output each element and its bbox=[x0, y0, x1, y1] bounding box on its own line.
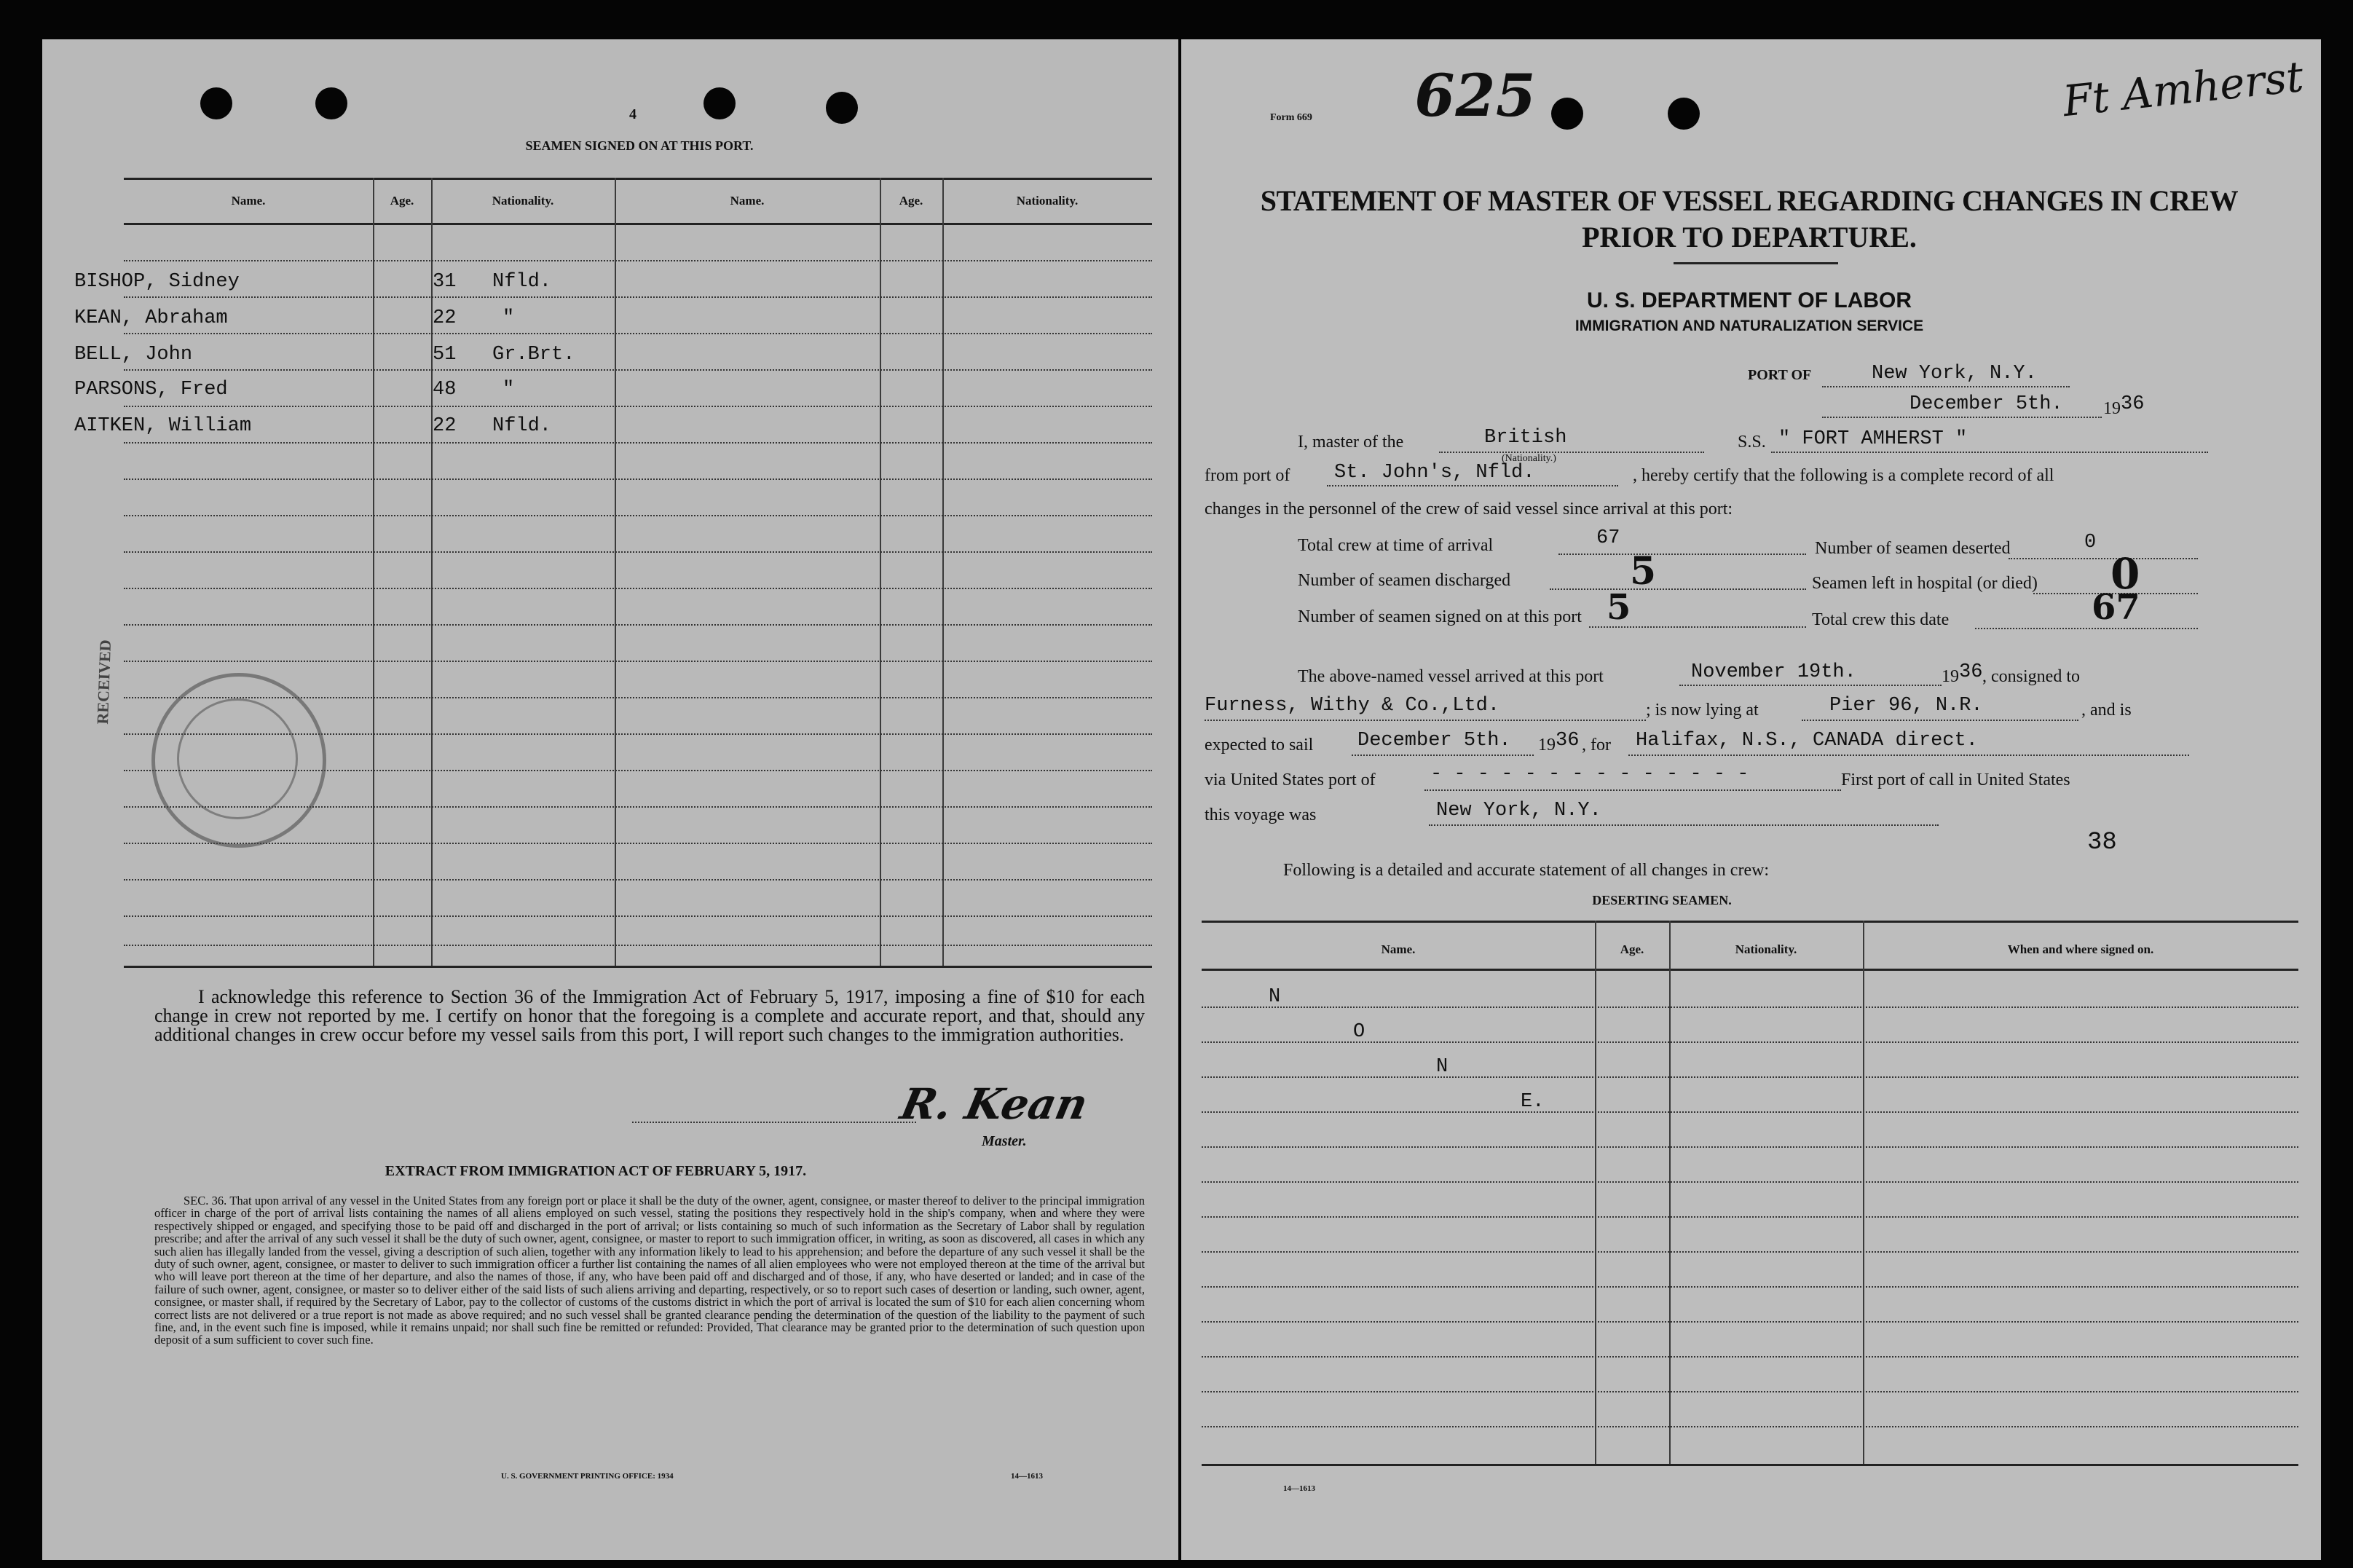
punch-hole bbox=[826, 92, 858, 124]
master-label: Master. bbox=[982, 1133, 1027, 1149]
from-port: St. John's, Nfld. bbox=[1334, 462, 1535, 484]
vessel-nationality: British bbox=[1484, 427, 1567, 449]
year-prefix: 19 bbox=[2103, 399, 2121, 418]
signed-on-value: 5 bbox=[1607, 587, 1631, 628]
seaman-nationality: " bbox=[502, 307, 515, 329]
changes-text: changes in the personnel of the crew of said vessel since arrival at this port: bbox=[1205, 500, 1733, 519]
lying-label: ; is now lying at bbox=[1646, 701, 1759, 720]
total-crew-arrival: 67 bbox=[1596, 527, 1620, 549]
col-header-age-2: Age. bbox=[899, 194, 923, 208]
arrival-year-suffix: 36 bbox=[1959, 661, 1983, 683]
none-letter: N bbox=[1269, 986, 1281, 1008]
master-signature: R. Kean bbox=[896, 1079, 1092, 1129]
pier: Pier 96, N.R. bbox=[1829, 695, 1983, 717]
report-date: December 5th. bbox=[1909, 393, 2063, 415]
hospital-value: 0 bbox=[2110, 549, 2140, 599]
printing-office: U. S. GOVERNMENT PRINTING OFFICE: 1934 bbox=[501, 1472, 674, 1481]
left-page bbox=[42, 39, 1178, 1560]
left-form-code: 14—1613 bbox=[1011, 1472, 1043, 1481]
seaman-name: BELL, John bbox=[74, 344, 193, 366]
total-crew-date: 67 bbox=[2092, 587, 2140, 628]
seaman-nationality: Gr.Brt. bbox=[492, 344, 575, 366]
col-header-nationality: Nationality. bbox=[492, 194, 554, 208]
col-header-name-2: Name. bbox=[730, 194, 765, 208]
handwritten-number: 625 bbox=[1408, 61, 1542, 130]
col-header-age: Age. bbox=[390, 194, 414, 208]
vessel-name: " FORT AMHERST " bbox=[1778, 428, 1968, 450]
acknowledgement-text: I acknowledge this reference to Section 36 of the Immigration Act of February 5, 1917, imposing a fine of $10 for each change in crew not reported by me. I certify on honor that the foregoing is a complete and accurate report, and that, should any additional changes in crew occur before my vessel sails from this port, I will report such changes to the immigration authorities. bbox=[154, 986, 1145, 1045]
sail-year-suffix: 36 bbox=[1556, 730, 1580, 752]
sail-date: December 5th. bbox=[1357, 730, 1511, 752]
col-header-nationality-2: Nationality. bbox=[1016, 194, 1079, 208]
deserting-col-name: Name. bbox=[1381, 942, 1416, 956]
deserting-col-age: Age. bbox=[1620, 942, 1644, 956]
seaman-nationality: " bbox=[502, 379, 515, 401]
deserting-col-signed-on: When and where signed on. bbox=[2007, 942, 2154, 956]
seamen-signed-on-title: SEAMEN SIGNED ON AT THIS PORT. bbox=[525, 138, 754, 153]
first-port: New York, N.Y. bbox=[1436, 800, 1601, 822]
year-suffix: 36 bbox=[2121, 393, 2145, 415]
expected-label: expected to sail bbox=[1205, 736, 1314, 755]
port-label: PORT OF bbox=[1748, 367, 1812, 383]
port-value: New York, N.Y. bbox=[1872, 363, 2037, 385]
handwritten-vessel-note: Ft Amherst bbox=[2060, 51, 2306, 127]
stamp-received-text: RECEIVED bbox=[93, 639, 115, 725]
deserting-col-nationality: Nationality. bbox=[1735, 942, 1797, 956]
sail-year-prefix: 19 bbox=[1538, 736, 1556, 755]
seaman-nationality: Nfld. bbox=[492, 415, 552, 437]
master-of-label: I, master of the bbox=[1298, 433, 1404, 452]
seaman-name: KEAN, Abraham bbox=[74, 307, 228, 329]
punch-hole bbox=[1551, 98, 1583, 130]
consignee: Furness, Withy & Co.,Ltd. bbox=[1205, 695, 1500, 717]
none-letter: N bbox=[1436, 1056, 1449, 1078]
immigration-stamp bbox=[93, 639, 355, 891]
none-letter: E. bbox=[1521, 1091, 1545, 1113]
seaman-name: PARSONS, Fred bbox=[74, 379, 228, 401]
following-label: Following is a detailed and accurate statement of all changes in crew: bbox=[1283, 861, 1770, 880]
margin-mark: 38 bbox=[2087, 829, 2117, 856]
deserted-value: 0 bbox=[2084, 532, 2097, 553]
punch-hole bbox=[315, 87, 347, 119]
extract-text: SEC. 36. That upon arrival of any vessel in the United States from any foreign port or place it shall be the duty of the owner, agent, consignee, or master thereof to deliver to the principal immigration officer in charge of the port of arrival lists containing the names of all aliens employed on such vessel, stating the positions they respectively hold in the ship's company, when and where they were respectively shipped or engaged, and specifying those to be paid off and discharged in the port of arrival; or lists containing so much of such information as the Secretary of Labor shall by regulation prescribe; and after the arrival of any such vessel it shall be the duty of such owner, agent, consignee, or master to report to such immigration officer, in writing, as soon as discovered, all cases in which any such alien has illegally landed from the vessel, giving a description of such alien, together with any information likely to lead to his apprehension; and before the departure of any such vessel it shall be the duty of such owner, agent, consignee, or master to deliver to such immigration officer a further list containing the names of all alien employees who were not employed thereon at the time of the arrival but who will leave port thereon at the time of her departure, and also the names of those, if any, who have been paid off and discharged and of those, if any, who have deserted or landed; and in case of the failure of such owner, agent, consignee, or master so to deliver either of the said lists of such aliens arriving and departing, respectively, or so to report such cases of desertion or landing, such owner, agent, consignee, or master shall, if required by the Secretary of Labor, pay to the collector of customs of the customs district in which the port of arrival is located the sum of $10 for each alien concerning whom correct lists are not delivered or a true report is not made as above required; and no such vessel shall be granted clearance pending the determination of the question of the liability to the payment of such fine, and, in the event such fine is imposed, while it remains unpaid; nor shall such fine be remitted or refunded: Provided, That clearance may be granted prior to the determination of such question upon deposit of a sum sufficient to cover such fine. bbox=[154, 1194, 1145, 1347]
hospital-label: Seamen left in hospital (or died) bbox=[1812, 574, 2038, 593]
discharged-value: 5 bbox=[1630, 549, 1657, 594]
right-page bbox=[1181, 39, 2321, 1560]
seaman-nationality: Nfld. bbox=[492, 271, 552, 293]
punch-hole bbox=[1668, 98, 1700, 130]
seaman-age: 22 bbox=[433, 415, 457, 437]
seaman-name: AITKEN, William bbox=[74, 415, 252, 437]
extract-title: EXTRACT FROM IMMIGRATION ACT OF FEBRUARY 5, 1917. bbox=[385, 1163, 807, 1179]
seaman-age: 48 bbox=[433, 379, 457, 401]
arrived-label: The above-named vessel arrived at this port bbox=[1298, 667, 1604, 686]
form-title-line1: STATEMENT OF MASTER OF VESSEL REGARDING CHANGES IN CREW bbox=[1260, 184, 2239, 217]
destination: Halifax, N.S., CANADA direct. bbox=[1636, 730, 1978, 752]
discharged-label: Number of seamen discharged bbox=[1298, 571, 1511, 590]
punch-hole bbox=[200, 87, 232, 119]
seaman-name: BISHOP, Sidney bbox=[74, 271, 240, 293]
and-is-label: , and is bbox=[2081, 701, 2132, 720]
seaman-age: 22 bbox=[433, 307, 457, 329]
seaman-age: 51 bbox=[433, 344, 457, 366]
via-port: - - - - - - - - - - - - - - bbox=[1430, 763, 1749, 785]
for-label: , for bbox=[1582, 736, 1611, 755]
certify-text: , hereby certify that the following is a complete record of all bbox=[1633, 466, 2054, 485]
arrival-date: November 19th. bbox=[1691, 661, 1856, 683]
via-label: via United States port of bbox=[1205, 771, 1376, 789]
this-voyage-label: this voyage was bbox=[1205, 805, 1317, 824]
nationality-caption: (Nationality.) bbox=[1502, 453, 1556, 464]
none-letter: O bbox=[1353, 1021, 1365, 1043]
signed-on-label: Number of seamen signed on at this port bbox=[1298, 607, 1582, 626]
form-title-line2: PRIOR TO DEPARTURE. bbox=[1582, 221, 1917, 253]
deserted-label: Number of seamen deserted bbox=[1815, 539, 2011, 558]
consigned-label: , consigned to bbox=[1982, 667, 2080, 686]
deserting-title: DESERTING SEAMEN. bbox=[1592, 893, 1732, 907]
from-port-label: from port of bbox=[1205, 466, 1290, 485]
service-name: IMMIGRATION AND NATURALIZATION SERVICE bbox=[1574, 318, 1924, 334]
form-number: Form 669 bbox=[1270, 112, 1312, 123]
arrival-year-prefix: 19 bbox=[1942, 667, 1959, 686]
punch-hole bbox=[703, 87, 736, 119]
total-crew-date-label: Total crew this date bbox=[1812, 610, 1950, 629]
col-header-name: Name. bbox=[231, 194, 266, 208]
department-name: U. S. DEPARTMENT OF LABOR bbox=[1586, 288, 1912, 312]
total-crew-arrival-label: Total crew at time of arrival bbox=[1298, 536, 1494, 555]
right-form-code: 14—1613 bbox=[1283, 1484, 1315, 1493]
first-port-label: First port of call in United States bbox=[1841, 771, 2070, 789]
page-number: 4 bbox=[629, 106, 636, 122]
ss-label: S.S. bbox=[1738, 433, 1766, 452]
seaman-age: 31 bbox=[433, 271, 457, 293]
